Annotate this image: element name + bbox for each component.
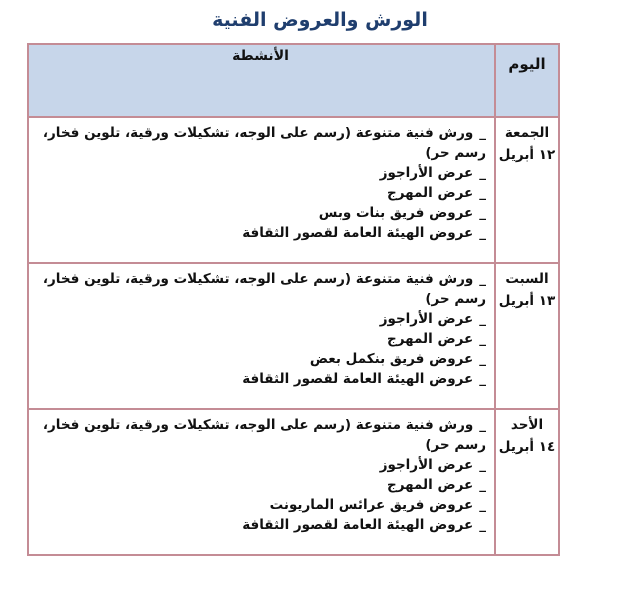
bullet-dash: _ — [479, 517, 486, 533]
day-name: السبت — [505, 271, 549, 287]
bullet-dash: _ — [479, 457, 486, 473]
activity-text: عروض الهيئة العامة لقصور الثقافة — [242, 225, 474, 241]
activity-item — [35, 223, 486, 243]
bullet-dash: _ — [479, 331, 486, 347]
day-cell — [494, 264, 558, 408]
activity-item — [35, 309, 486, 329]
activity-text: ورش فنية متنوعة (رسم على الوجه، تشكيلات ورقية، تلوين فخار، رسم حر) — [42, 125, 486, 161]
activity-item — [35, 269, 486, 309]
activity-text: عروض الهيئة العامة لقصور الثقافة — [242, 371, 474, 387]
bullet-dash: _ — [479, 351, 486, 367]
bullet-dash: _ — [479, 125, 486, 141]
header-activities: الأنشطة — [29, 45, 494, 116]
activity-text: عرض المهرج — [386, 477, 474, 493]
activity-item — [35, 163, 486, 183]
schedule-table — [27, 43, 560, 556]
activity-item — [35, 349, 486, 369]
day-date: ١٢ أبريل — [498, 147, 556, 163]
bullet-dash: _ — [479, 185, 486, 201]
bullet-dash: _ — [479, 225, 486, 241]
bullet-dash: _ — [479, 417, 486, 433]
day-name: الأحد — [510, 417, 544, 433]
activity-text: عروض فريق عرائس الماريونت — [269, 497, 474, 513]
bullet-dash: _ — [479, 165, 486, 181]
activity-text: ورش فنية متنوعة (رسم على الوجه، تشكيلات ورقية، تلوين فخار، رسم حر) — [42, 417, 486, 453]
activity-item — [35, 183, 486, 203]
activity-item — [35, 475, 486, 495]
activity-text: عروض فريق بنات وبس — [318, 205, 474, 221]
day-cell — [494, 410, 558, 554]
activity-text: عرض الأراجوز — [379, 457, 474, 473]
activity-text: عرض المهرج — [386, 331, 474, 347]
activity-text: عرض المهرج — [386, 185, 474, 201]
bullet-dash: _ — [479, 205, 486, 221]
activity-text: عرض الأراجوز — [379, 311, 474, 327]
day-date: ١٣ أبريل — [498, 293, 556, 309]
activities-cell — [29, 118, 494, 262]
activity-text: ورش فنية متنوعة (رسم على الوجه، تشكيلات ورقية، تلوين فخار، رسم حر) — [42, 271, 486, 307]
day-date: ١٤ أبريل — [498, 439, 556, 455]
day-cell — [494, 118, 558, 262]
activity-item — [35, 203, 486, 223]
activity-item — [35, 495, 486, 515]
bullet-dash: _ — [479, 271, 486, 287]
activity-item — [35, 515, 486, 535]
table-row — [29, 118, 558, 264]
activity-item — [35, 455, 486, 475]
activities-cell — [29, 264, 494, 408]
table-row — [29, 410, 558, 554]
page-title: الورش والعروض الفنية — [212, 9, 428, 31]
header-day: اليوم — [494, 45, 558, 116]
activity-item — [35, 123, 486, 163]
bullet-dash: _ — [479, 477, 486, 493]
bullet-dash: _ — [479, 371, 486, 387]
activity-item — [35, 369, 486, 389]
activity-text: عروض الهيئة العامة لقصور الثقافة — [242, 517, 474, 533]
table-row — [29, 264, 558, 410]
day-name: الجمعة — [504, 125, 550, 141]
bullet-dash: _ — [479, 311, 486, 327]
activity-item — [35, 415, 486, 455]
activities-cell — [29, 410, 494, 554]
bullet-dash: _ — [479, 497, 486, 513]
activity-text: عروض فريق بنكمل بعض — [309, 351, 474, 367]
activity-text: عرض الأراجوز — [379, 165, 474, 181]
table-header-row — [29, 45, 558, 118]
activity-item — [35, 329, 486, 349]
